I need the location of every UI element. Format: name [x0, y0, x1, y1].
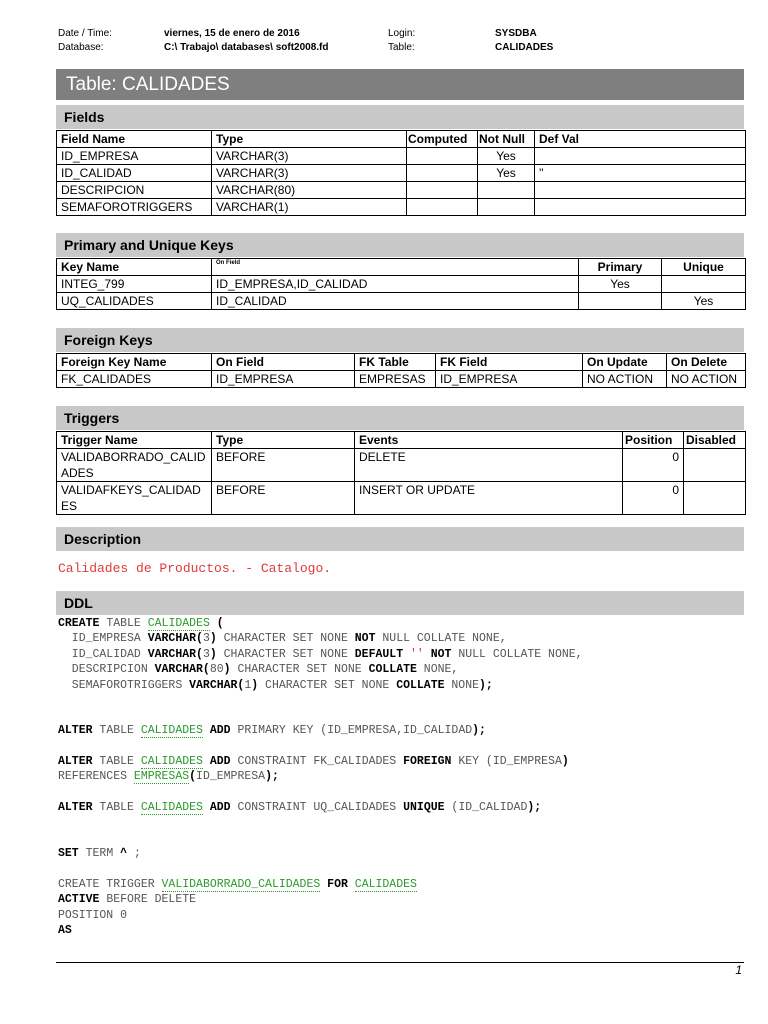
- key-name: INTEG_799: [57, 276, 212, 293]
- column-header: Key Name: [57, 259, 212, 276]
- field-not-null: [478, 182, 535, 199]
- table-row: [57, 449, 746, 482]
- table-row: [57, 293, 746, 310]
- trigger-disabled: [684, 449, 746, 482]
- table-row: [57, 371, 746, 388]
- date-label: Date / Time:: [58, 28, 112, 39]
- foreign-keys-table: [56, 353, 746, 388]
- column-header: Events: [355, 432, 623, 449]
- keys-header-row: [57, 259, 746, 276]
- field-default: [535, 182, 746, 199]
- field-name: ID_EMPRESA: [57, 148, 212, 165]
- keys-table: [56, 258, 746, 310]
- field-not-null: Yes: [478, 165, 535, 182]
- field-name: DESCRIPCION: [57, 182, 212, 199]
- fk-table: EMPRESAS: [355, 371, 436, 388]
- field-type: VARCHAR(3): [212, 165, 407, 182]
- key-on-field: ID_CALIDAD: [212, 293, 579, 310]
- trigger-type: BEFORE: [212, 482, 355, 515]
- table-row: [57, 276, 746, 293]
- fk-on-field: ID_EMPRESA: [212, 371, 355, 388]
- trigger-position: 0: [623, 449, 684, 482]
- trigger-disabled: [684, 482, 746, 515]
- table-row: [57, 482, 746, 515]
- key-unique: Yes: [662, 293, 746, 310]
- foreign-header-row: [57, 354, 746, 371]
- column-header: On Update: [583, 354, 667, 371]
- page-title: Table: CALIDADES: [56, 69, 744, 100]
- field-name: SEMAFOROTRIGGERS: [57, 199, 212, 216]
- column-header: Foreign Key Name: [57, 354, 212, 371]
- database-label: Database:: [58, 42, 104, 53]
- table-row: [57, 148, 746, 165]
- column-header: Disabled: [684, 432, 746, 449]
- foreign-keys-section-header: Foreign Keys: [56, 328, 744, 352]
- trigger-name: VALIDAFKEYS_CALIDADES: [57, 482, 212, 515]
- table-label: Table:: [388, 42, 415, 53]
- field-computed: [407, 165, 478, 182]
- database-value: C:\ Trabajo\ databases\ soft2008.fd: [164, 42, 329, 53]
- ddl-alter-unique: ALTER TABLE CALIDADES ADD CONSTRAINT UQ_CALIDADES UNIQUE (ID_CALIDAD);: [58, 801, 542, 814]
- column-header: Position: [623, 432, 684, 449]
- column-header: Def Val: [535, 131, 746, 148]
- table-row: [57, 182, 746, 199]
- column-header: Field Name: [57, 131, 212, 148]
- fk-name: FK_CALIDADES: [57, 371, 212, 388]
- field-not-null: [478, 199, 535, 216]
- fk-on-delete: NO ACTION: [667, 371, 746, 388]
- key-on-field: ID_EMPRESA,ID_CALIDAD: [212, 276, 579, 293]
- column-header: Type: [212, 131, 407, 148]
- key-unique: [662, 276, 746, 293]
- ddl-alter-primary-key: ALTER TABLE CALIDADES ADD PRIMARY KEY (ID_EMPRESA,ID_CALIDAD);: [58, 724, 486, 737]
- trigger-events: DELETE: [355, 449, 623, 482]
- column-header: Not Null: [478, 131, 535, 148]
- column-header: On Field: [212, 259, 579, 276]
- fk-on-update: NO ACTION: [583, 371, 667, 388]
- field-type: VARCHAR(80): [212, 182, 407, 199]
- column-header: On Delete: [667, 354, 746, 371]
- ddl-section-header: DDL: [56, 591, 744, 615]
- column-header: Unique: [662, 259, 746, 276]
- field-default: [535, 199, 746, 216]
- triggers-section-header: Triggers: [56, 406, 744, 430]
- field-default: '': [535, 165, 746, 182]
- key-name: UQ_CALIDADES: [57, 293, 212, 310]
- trigger-type: BEFORE: [212, 449, 355, 482]
- field-not-null: Yes: [478, 148, 535, 165]
- trigger-name: VALIDABORRADO_CALIDADES: [57, 449, 212, 482]
- column-header: Trigger Name: [57, 432, 212, 449]
- triggers-table: [56, 431, 746, 515]
- page-number: 1: [735, 963, 742, 977]
- field-computed: [407, 199, 478, 216]
- description-text: Calidades de Productos. - Catalogo.: [58, 561, 332, 576]
- fields-section-header: Fields: [56, 105, 744, 129]
- column-header: Computed: [407, 131, 478, 148]
- field-default: [535, 148, 746, 165]
- keys-section-header: Primary and Unique Keys: [56, 233, 744, 257]
- description-section-header: Description: [56, 527, 744, 551]
- table-row: [57, 199, 746, 216]
- ddl-alter-foreign-key: ALTER TABLE CALIDADES ADD CONSTRAINT FK_CALIDADES FOREIGN KEY (ID_EMPRESA) REFERENCES EMPRESAS(ID_EMPRESA);: [58, 755, 569, 784]
- login-value: SYSDBA: [495, 28, 537, 39]
- trigger-position: 0: [623, 482, 684, 515]
- table-value: CALIDADES: [495, 42, 554, 53]
- field-name: ID_CALIDAD: [57, 165, 212, 182]
- triggers-header-row: [57, 432, 746, 449]
- fields-table: [56, 130, 746, 216]
- ddl-create-trigger: CREATE TRIGGER VALIDABORRADO_CALIDADES FOR CALIDADES ACTIVE BEFORE DELETE POSITION 0 AS: [58, 878, 417, 938]
- footer-divider: [56, 962, 744, 963]
- date-value: viernes, 15 de enero de 2016: [164, 28, 300, 39]
- login-label: Login:: [388, 28, 416, 39]
- fk-field: ID_EMPRESA: [436, 371, 583, 388]
- field-computed: [407, 148, 478, 165]
- table-row: [57, 165, 746, 182]
- column-header: Primary: [579, 259, 662, 276]
- fields-header-row: [57, 131, 746, 148]
- ddl-set-term: SET TERM ^ ;: [58, 847, 141, 860]
- field-type: VARCHAR(1): [212, 199, 407, 216]
- field-computed: [407, 182, 478, 199]
- key-primary: [579, 293, 662, 310]
- column-header: On Field: [212, 354, 355, 371]
- field-type: VARCHAR(3): [212, 148, 407, 165]
- ddl-create-table: CREATE TABLE CALIDADES ( ID_EMPRESA VARCHAR(3) CHARACTER SET NONE NOT NULL COLLATE NONE, ID_CALIDAD VARCHAR(3) CHARACTER SET NONE DEFAULT '' NOT NULL COLLATE NONE, DESCRIPCION VARCHAR(80) CHARACTER SET NONE COLLATE NONE, SEMAFOROTRIGGERS VARCHAR(1) CHARACTER SET NONE COLLATE NONE);: [58, 617, 583, 692]
- column-header: Type: [212, 432, 355, 449]
- key-primary: Yes: [579, 276, 662, 293]
- column-header: FK Table: [355, 354, 436, 371]
- column-header: FK Field: [436, 354, 583, 371]
- trigger-events: INSERT OR UPDATE: [355, 482, 623, 515]
